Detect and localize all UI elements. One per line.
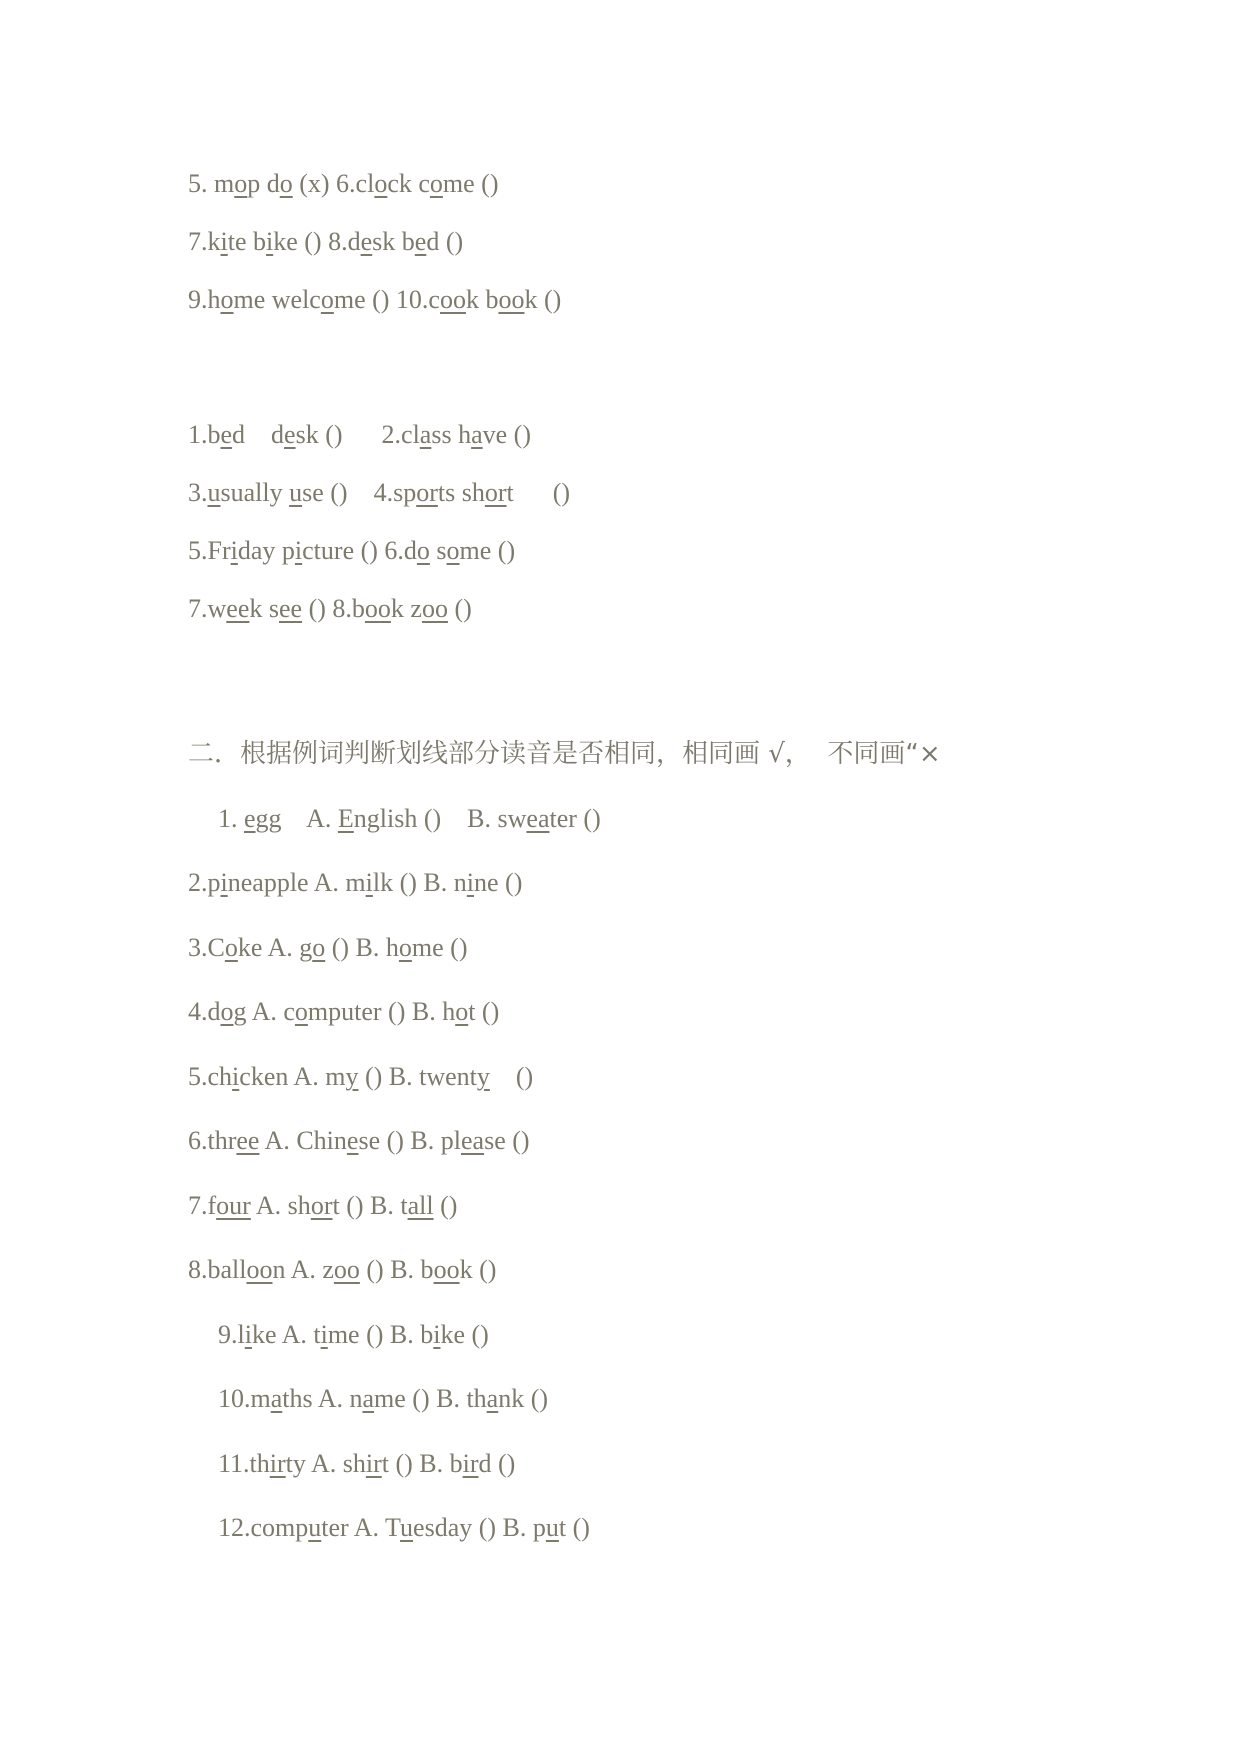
- exercise-line: [218, 1383, 548, 1415]
- line-text: ne (): [474, 868, 523, 897]
- underlined-letters: a: [486, 1384, 499, 1413]
- line-text: () B. twent: [358, 1062, 477, 1091]
- line-text: () B. b: [359, 1255, 434, 1284]
- line-text: t () B. t: [332, 1191, 408, 1220]
- line-text: sk b: [372, 227, 415, 256]
- line-text: g A. c: [233, 997, 295, 1026]
- exercise-line: [188, 1190, 457, 1222]
- underlined-letters: u: [207, 478, 221, 507]
- line-text: nk (): [498, 1384, 549, 1413]
- line-text: 3.: [188, 478, 208, 507]
- line-text: te b: [227, 227, 266, 256]
- underlined-letters: all: [407, 1191, 434, 1220]
- line-text: k z: [390, 594, 422, 623]
- line-text: nglish () B. sw: [353, 804, 527, 833]
- underlined-letters: o: [312, 933, 326, 962]
- line-text: () B. h: [325, 933, 399, 962]
- underlined-letters: a: [419, 420, 432, 449]
- exercise-line: [218, 1512, 590, 1544]
- line-text: 2.p: [188, 868, 221, 897]
- line-text: 4.d: [188, 997, 221, 1026]
- line-text: t (): [558, 1513, 590, 1542]
- exercise-line: [188, 226, 463, 258]
- underlined-letters: or: [310, 1191, 333, 1220]
- line-text: 1.b: [188, 420, 221, 449]
- line-text: se () 4.sp: [302, 478, 417, 507]
- underlined-letters: a: [362, 1384, 375, 1413]
- line-text: 11.th: [218, 1449, 270, 1478]
- underlined-letters: oo: [364, 594, 391, 623]
- line-text: se () B. pl: [358, 1126, 461, 1155]
- line-text: cture () 6.d: [302, 536, 417, 565]
- line-text: ke A. g: [237, 933, 313, 962]
- line-text: p d: [247, 169, 280, 198]
- underlined-letters: ee: [226, 594, 250, 623]
- line-text: t (): [506, 478, 571, 507]
- line-text: 3.C: [188, 933, 225, 962]
- underlined-letters: e: [220, 420, 233, 449]
- line-text: 1.: [218, 804, 244, 833]
- line-text: ck c: [387, 169, 430, 198]
- line-text: lk () B. n: [372, 868, 467, 897]
- underlined-letters: y: [345, 1062, 359, 1091]
- underlined-letters: i: [230, 536, 238, 565]
- line-text: 12.comp: [218, 1513, 309, 1542]
- underlined-letters: o: [294, 997, 308, 1026]
- line-text: (): [447, 594, 472, 623]
- underlined-letters: i: [466, 868, 475, 897]
- exercise-line: [188, 284, 561, 316]
- line-text: ke () 8.d: [273, 227, 361, 256]
- line-text: ts sh: [437, 478, 485, 507]
- exercise-line: [188, 932, 468, 964]
- line-text: 9.l: [218, 1320, 245, 1349]
- exercise-line: [188, 1254, 496, 1286]
- underlined-letters: o: [320, 285, 334, 314]
- line-text: neapple A. m: [227, 868, 366, 897]
- line-text: mputer () B. h: [307, 997, 456, 1026]
- underlined-letters: i: [320, 1320, 328, 1349]
- exercise-line: [188, 535, 515, 567]
- line-text: 5.ch: [188, 1062, 233, 1091]
- line-text: (): [433, 1191, 458, 1220]
- line-text: sk () 2.cl: [295, 420, 420, 449]
- line-text: me (): [459, 536, 516, 565]
- exercise-line: [218, 1319, 489, 1351]
- line-text: (x) 6.cl: [292, 169, 375, 198]
- line-text: cken A. m: [239, 1062, 346, 1091]
- line-text: ths A. n: [282, 1384, 363, 1413]
- line-text: ter (): [549, 804, 601, 833]
- underlined-letters: oo: [333, 1255, 360, 1284]
- underlined-letters: our: [216, 1191, 251, 1220]
- underlined-letters: i: [220, 868, 228, 897]
- underlined-letters: o: [224, 933, 238, 962]
- line-text: 8.ball: [188, 1255, 247, 1284]
- underlined-letters: u: [545, 1513, 559, 1542]
- underlined-letters: e: [244, 804, 256, 833]
- line-text: k (): [459, 1255, 497, 1284]
- underlined-letters: e: [346, 1126, 359, 1155]
- underlined-letters: o: [416, 536, 430, 565]
- underlined-letters: oo: [433, 1255, 460, 1284]
- line-text: me (): [411, 933, 468, 962]
- line-text: 7.f: [188, 1191, 217, 1220]
- underlined-letters: o: [455, 997, 469, 1026]
- line-text: (): [489, 1062, 534, 1091]
- exercise-line: [188, 1061, 533, 1093]
- line-text: t (): [468, 997, 500, 1026]
- line-text: n A. z: [272, 1255, 334, 1284]
- underlined-letters: y: [476, 1062, 490, 1091]
- underlined-letters: o: [446, 536, 460, 565]
- underlined-letters: i: [232, 1062, 240, 1091]
- underlined-letters: E: [337, 804, 354, 833]
- line-text: me welc: [233, 285, 321, 314]
- underlined-letters: ee: [279, 594, 303, 623]
- line-text: 6.thr: [188, 1126, 237, 1155]
- line-text: A. sh: [250, 1191, 311, 1220]
- underlined-letters: o: [220, 997, 234, 1026]
- underlined-letters: ir: [365, 1449, 382, 1478]
- exercise-line: [188, 477, 570, 509]
- section-heading: 二．根据例词判断划线部分读音是否相同，相同画 √， 不同画“×: [188, 739, 941, 769]
- line-text: s: [429, 536, 447, 565]
- underlined-letters: o: [374, 169, 388, 198]
- underlined-letters: i: [365, 868, 373, 897]
- exercise-line: [218, 803, 601, 835]
- line-text: 7.w: [188, 594, 227, 623]
- line-text: esday () B. p: [413, 1513, 546, 1542]
- exercise-line: [188, 867, 522, 899]
- underlined-letters: o: [429, 169, 443, 198]
- line-text: me () B. th: [374, 1384, 487, 1413]
- underlined-letters: i: [433, 1320, 441, 1349]
- line-text: ty A. sh: [285, 1449, 366, 1478]
- line-text: gg A.: [255, 804, 338, 833]
- underlined-letters: o: [398, 933, 412, 962]
- exercise-line: [218, 1448, 515, 1480]
- exercise-line: [188, 1125, 530, 1157]
- line-text: ve (): [482, 420, 531, 449]
- underlined-letters: oo: [498, 285, 525, 314]
- underlined-letters: or: [416, 478, 438, 507]
- exercise-line: [188, 419, 531, 451]
- exercise-line: [188, 996, 499, 1028]
- underlined-letters: i: [266, 227, 274, 256]
- underlined-letters: e: [360, 227, 373, 256]
- underlined-letters: u: [400, 1513, 414, 1542]
- underlined-letters: ee: [236, 1126, 260, 1155]
- underlined-letters: u: [308, 1513, 322, 1542]
- underlined-letters: i: [244, 1320, 252, 1349]
- line-text: ke A. t: [251, 1320, 321, 1349]
- underlined-letters: o: [234, 169, 248, 198]
- underlined-letters: oo: [421, 594, 448, 623]
- underlined-letters: ea: [461, 1126, 485, 1155]
- line-text: k b: [465, 285, 499, 314]
- underlined-letters: o: [220, 285, 234, 314]
- underlined-letters: ea: [526, 804, 550, 833]
- underlined-letters: ir: [462, 1449, 479, 1478]
- underlined-letters: oo: [439, 285, 466, 314]
- underlined-letters: e: [284, 420, 296, 449]
- line-text: d (): [426, 227, 464, 256]
- line-text: sually: [220, 478, 290, 507]
- underlined-letters: o: [279, 169, 293, 198]
- line-text: () 8.b: [302, 594, 365, 623]
- line-text: k s: [249, 594, 279, 623]
- line-text: A. Chin: [259, 1126, 347, 1155]
- underlined-letters: oo: [246, 1255, 273, 1284]
- underlined-letters: e: [414, 227, 427, 256]
- line-text: me () B. b: [327, 1320, 434, 1349]
- underlined-letters: i: [294, 536, 303, 565]
- line-text: 7.k: [188, 227, 221, 256]
- line-text: 5. m: [188, 169, 235, 198]
- line-text: me (): [442, 169, 499, 198]
- line-text: t () B. b: [381, 1449, 463, 1478]
- exercise-line: [188, 593, 472, 625]
- line-text: ter A. T: [321, 1513, 401, 1542]
- exercise-line: [188, 168, 499, 200]
- line-text: d (): [478, 1449, 516, 1478]
- underlined-letters: u: [289, 478, 303, 507]
- underlined-letters: a: [270, 1384, 283, 1413]
- line-text: 10.m: [218, 1384, 271, 1413]
- line-text: k (): [524, 285, 562, 314]
- underlined-letters: or: [484, 478, 507, 507]
- underlined-letters: ir: [269, 1449, 286, 1478]
- underlined-letters: i: [220, 227, 228, 256]
- line-text: day p: [237, 536, 295, 565]
- line-text: ss h: [431, 420, 472, 449]
- line-text: se (): [484, 1126, 530, 1155]
- line-text: ke (): [440, 1320, 489, 1349]
- line-text: 5.Fr: [188, 536, 231, 565]
- line-text: me () 10.c: [333, 285, 440, 314]
- line-text: 9.h: [188, 285, 221, 314]
- underlined-letters: a: [471, 420, 483, 449]
- line-text: d d: [232, 420, 285, 449]
